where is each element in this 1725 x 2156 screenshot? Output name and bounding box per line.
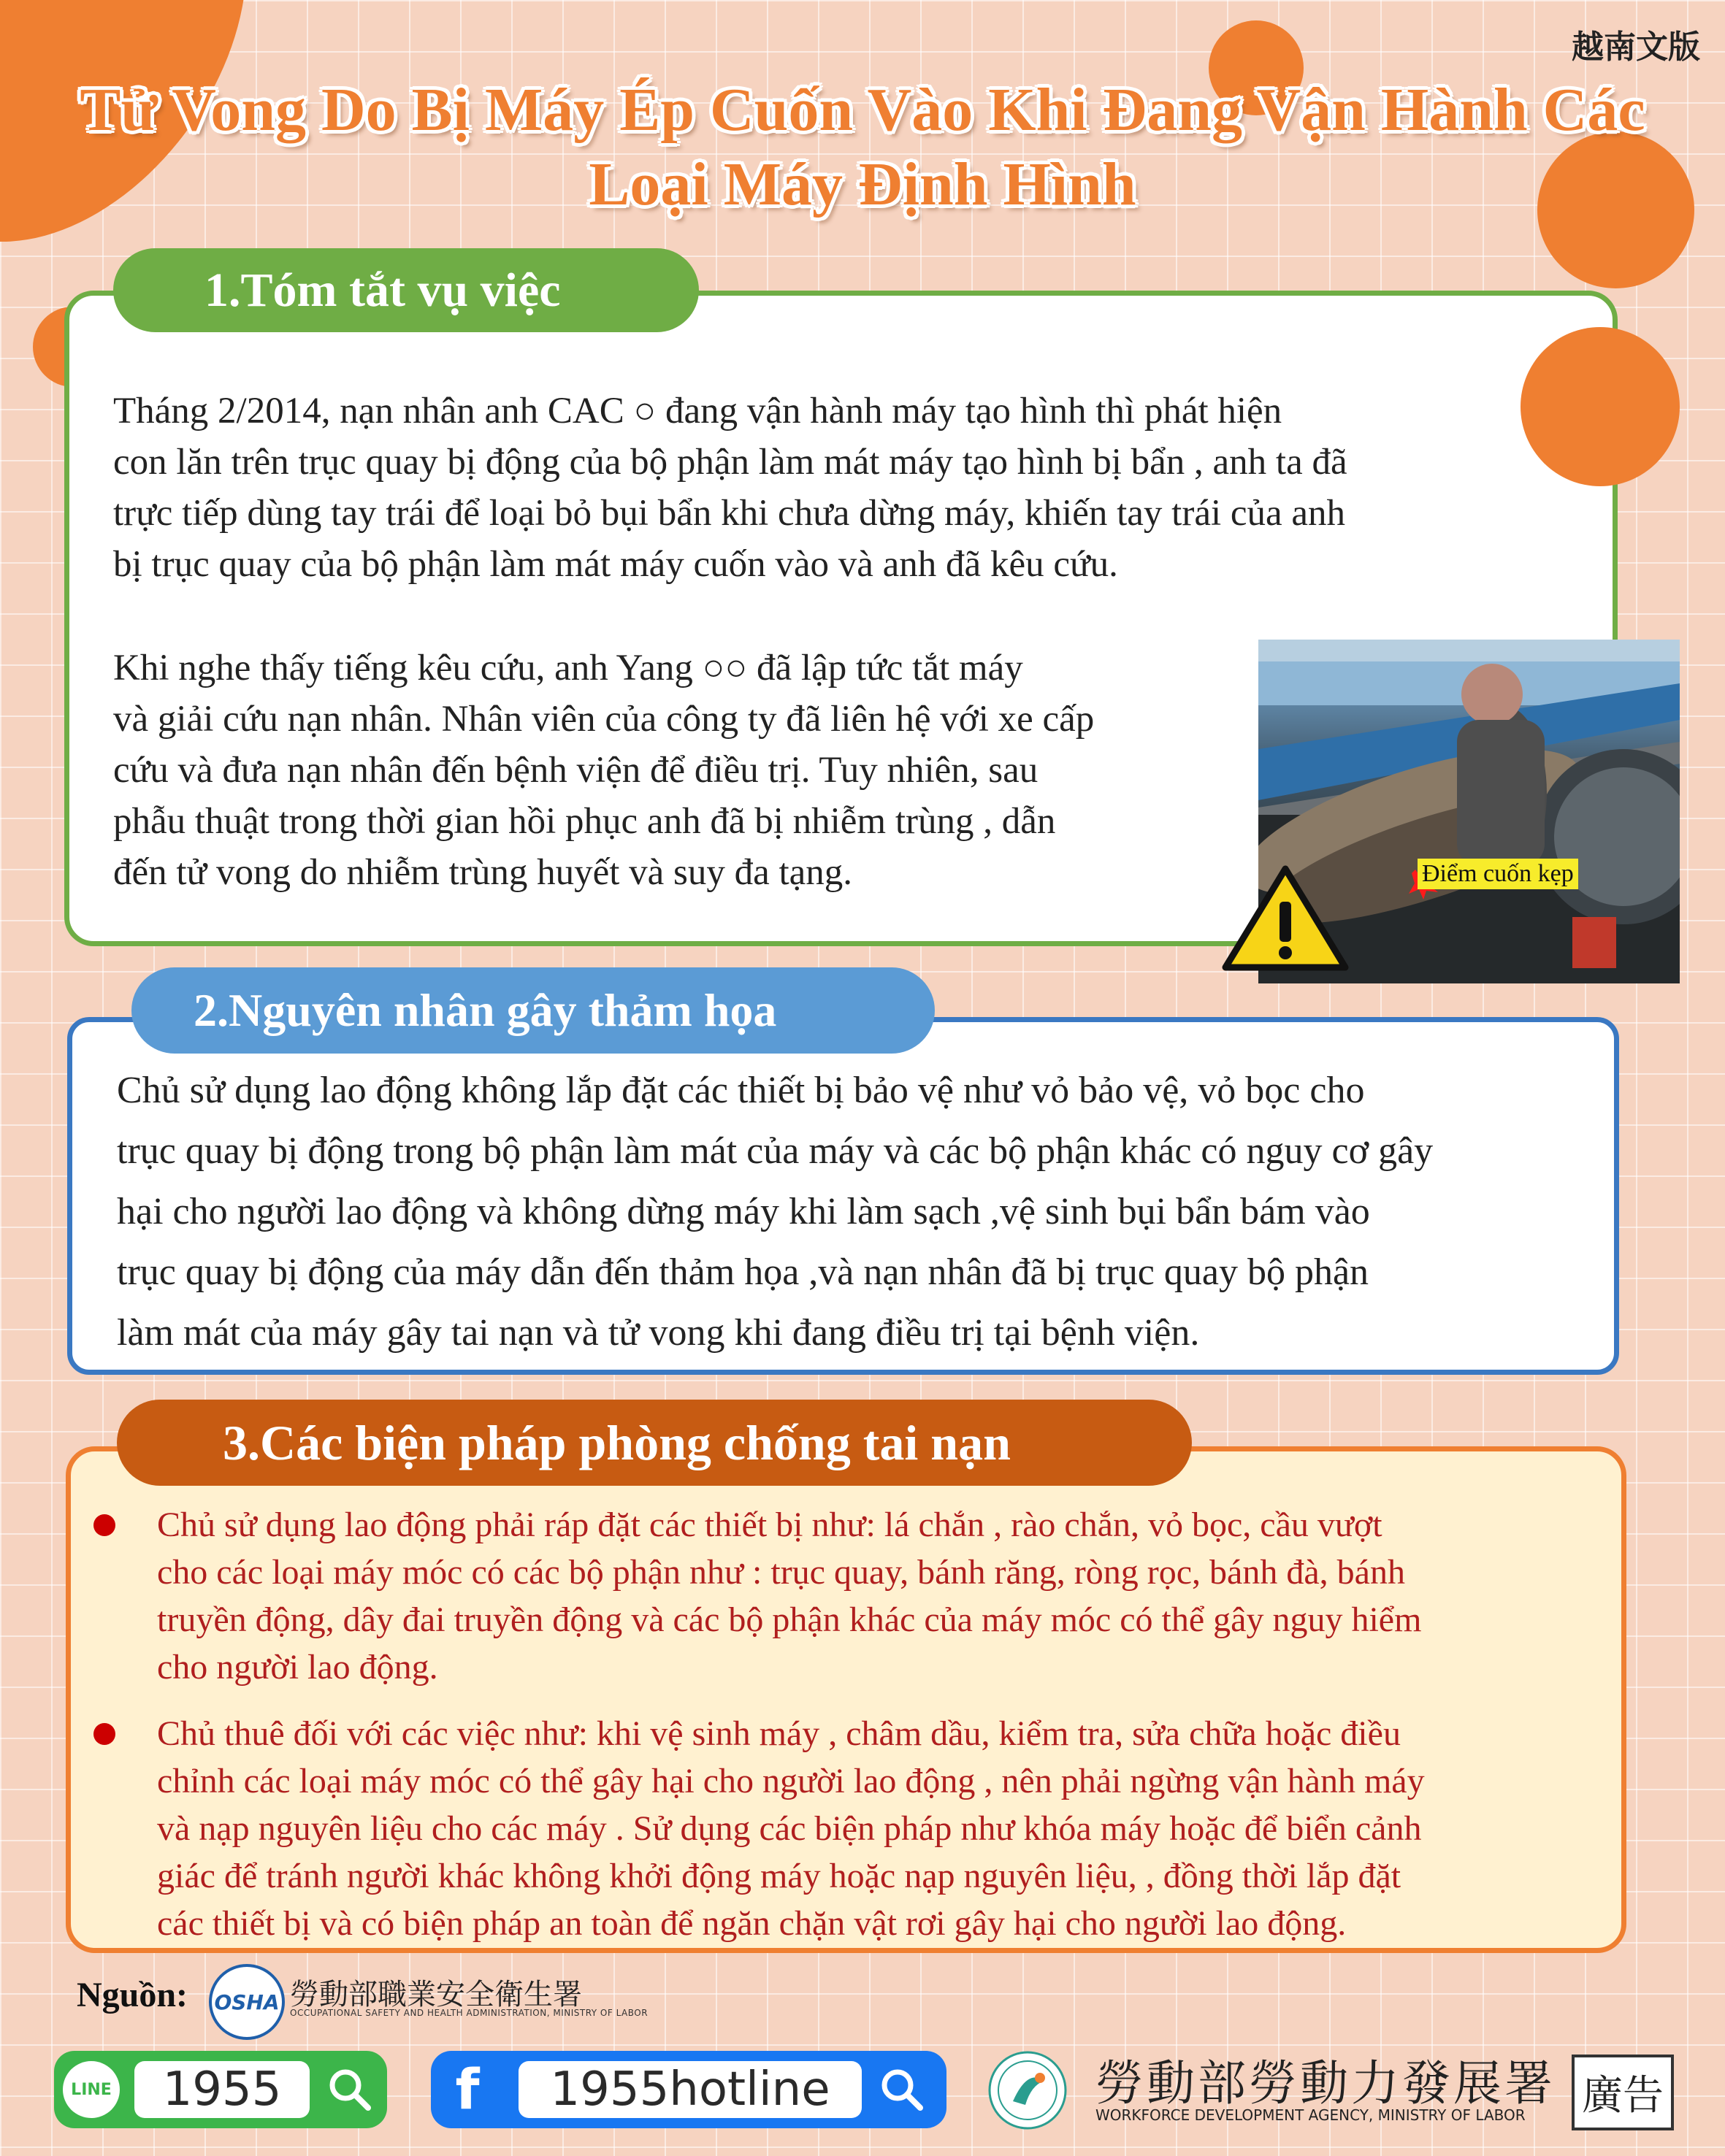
osha-logo-text: OSHA xyxy=(214,1990,280,2014)
text-line: và giải cứu nạn nhân. Nhân viên của công ty đã liên hệ với xe cấp xyxy=(113,699,1095,740)
text-line: đến tử vong do nhiễm trùng huyết và suy đa tạng. xyxy=(113,852,853,893)
text-line: trục quay bị động của máy dẫn đến thảm họa ,và nạn nhân đã bị trục quay bộ phận xyxy=(117,1251,1369,1293)
version-label: 越南文版 xyxy=(1572,28,1700,66)
text-line: trực tiếp dùng tay trái để loại bỏ bụi bẩn khi chưa dừng máy, khiến tay trái của anh xyxy=(113,493,1346,534)
facebook-handle: 1955hotline xyxy=(519,2061,862,2118)
advertisement-badge: 廣告 xyxy=(1572,2055,1674,2130)
text-line: chỉnh các loại máy móc có thể gây hại cho người lao động , nên phải ngừng vận hành máy xyxy=(157,1762,1425,1800)
cause-paragraph xyxy=(117,1060,1594,1363)
prevention-item-2 xyxy=(157,1710,1610,1947)
summary-paragraph-2 xyxy=(113,642,1252,898)
decor-circle xyxy=(1521,327,1680,486)
osha-name-zh: 勞動部職業安全衛生署 xyxy=(290,1978,582,2011)
text-line: và nạp nguyên liệu cho các máy . Sử dụng các biện pháp như khóa máy hoặc để biển cảnh xyxy=(157,1809,1422,1848)
facebook-icon: f xyxy=(455,2057,480,2122)
cause-heading-text: 2.Nguyên nhân gây thảm họa xyxy=(194,984,777,1036)
text-line: Tháng 2/2014, nạn nhân anh CAC ○ đang vận hành máy tạo hình thì phát hiện xyxy=(113,391,1282,431)
pinch-point-label: Điểm cuốn kẹp xyxy=(1418,859,1578,889)
osha-logo xyxy=(209,1964,285,2040)
bullet-dot xyxy=(93,1723,115,1745)
text-line: truyền động, dây đai truyền động và các bộ phận khác của máy móc có thể gây nguy hiểm xyxy=(157,1600,1422,1639)
text-line: cho các loại máy móc có các bộ phận như : trục quay, bánh răng, ròng rọc, bánh đà, bánh xyxy=(157,1553,1405,1592)
source-label: Nguồn: xyxy=(77,1976,188,2014)
search-icon[interactable] xyxy=(326,2065,374,2114)
line-number: 1955 xyxy=(134,2061,310,2118)
title-line: Loại Máy Định Hình xyxy=(589,150,1136,218)
line-icon-text: LINE xyxy=(71,2080,112,2099)
title-line: Tử Vong Do Bị Máy Ép Cuốn Vào Khi Đang Vận Hành Các xyxy=(80,76,1645,144)
text-line: làm mát của máy gây tai nạn và tử vong khi đang điều trị tại bệnh viện. xyxy=(117,1312,1200,1354)
text-line: Chủ thuê đối với các việc như: khi vệ sinh máy , châm dầu, kiểm tra, sửa chữa hoặc điều xyxy=(157,1714,1401,1753)
prevention-item-1 xyxy=(157,1501,1610,1691)
text-line: giác để tránh người khác không khởi động máy hoặc nạp nguyên liệu, , đồng thời lắp đặt xyxy=(157,1857,1401,1895)
line-contact[interactable] xyxy=(54,2051,387,2128)
text-line: cứu và đưa nạn nhân đến bệnh viện để điều trị. Tuy nhiên, sau xyxy=(113,750,1039,791)
text-line: Khi nghe thấy tiếng kêu cứu, anh Yang ○○ đã lập tức tắt máy xyxy=(113,648,1023,688)
warning-icon xyxy=(1220,862,1351,975)
line-icon xyxy=(63,2061,120,2118)
agency-seal-icon xyxy=(987,2050,1068,2130)
agency-name-en: WORKFORCE DEVELOPMENT AGENCY, MINISTRY OF LABOR xyxy=(1095,2106,1526,2124)
text-line: bị trục quay của bộ phận làm mát máy cuốn vào và anh đã kêu cứu. xyxy=(113,544,1118,585)
summary-heading-text: 1.Tóm tắt vụ việc xyxy=(204,263,561,317)
text-line: con lăn trên trục quay bị động của bộ phận làm mát máy tạo hình bị bẩn , anh ta đã xyxy=(113,442,1347,483)
facebook-contact[interactable] xyxy=(431,2051,946,2128)
osha-name-en: OCCUPATIONAL SAFETY AND HEALTH ADMINISTRATION, MINISTRY OF LABOR xyxy=(290,2008,649,2018)
text-line: hại cho người lao động và không dừng máy khi làm sạch ,vệ sinh bụi bẩn bám vào xyxy=(117,1191,1370,1232)
text-line: các thiết bị và có biện pháp an toàn để ngăn chặn vật rơi gây hại cho người lao động. xyxy=(157,1904,1347,1943)
prevention-heading xyxy=(117,1400,1192,1486)
page-title xyxy=(29,73,1696,222)
text-line: cho người lao động. xyxy=(157,1648,438,1687)
search-icon[interactable] xyxy=(878,2065,926,2114)
text-line: Chủ sử dụng lao động phải ráp đặt các thiết bị như: lá chắn , rào chắn, vỏ bọc, cầu vượt xyxy=(157,1505,1382,1544)
text-line: Chủ sử dụng lao động không lắp đặt các thiết bị bảo vệ như vỏ bảo vệ, vỏ bọc cho xyxy=(117,1070,1365,1111)
cause-heading xyxy=(131,967,935,1054)
summary-paragraph-1 xyxy=(113,385,1559,590)
text-line: phẫu thuật trong thời gian hồi phục anh đã bị nhiễm trùng , dẫn xyxy=(113,801,1056,842)
agency-name-zh: 勞動部勞動力發展署 xyxy=(1095,2055,1556,2111)
text-line: trục quay bị động trong bộ phận làm mát của máy và các bộ phận khác có nguy cơ gây xyxy=(117,1130,1434,1172)
bullet-dot xyxy=(93,1514,115,1536)
prevention-heading-text: 3.Các biện pháp phòng chống tai nạn xyxy=(223,1414,1011,1470)
summary-heading xyxy=(113,248,699,332)
